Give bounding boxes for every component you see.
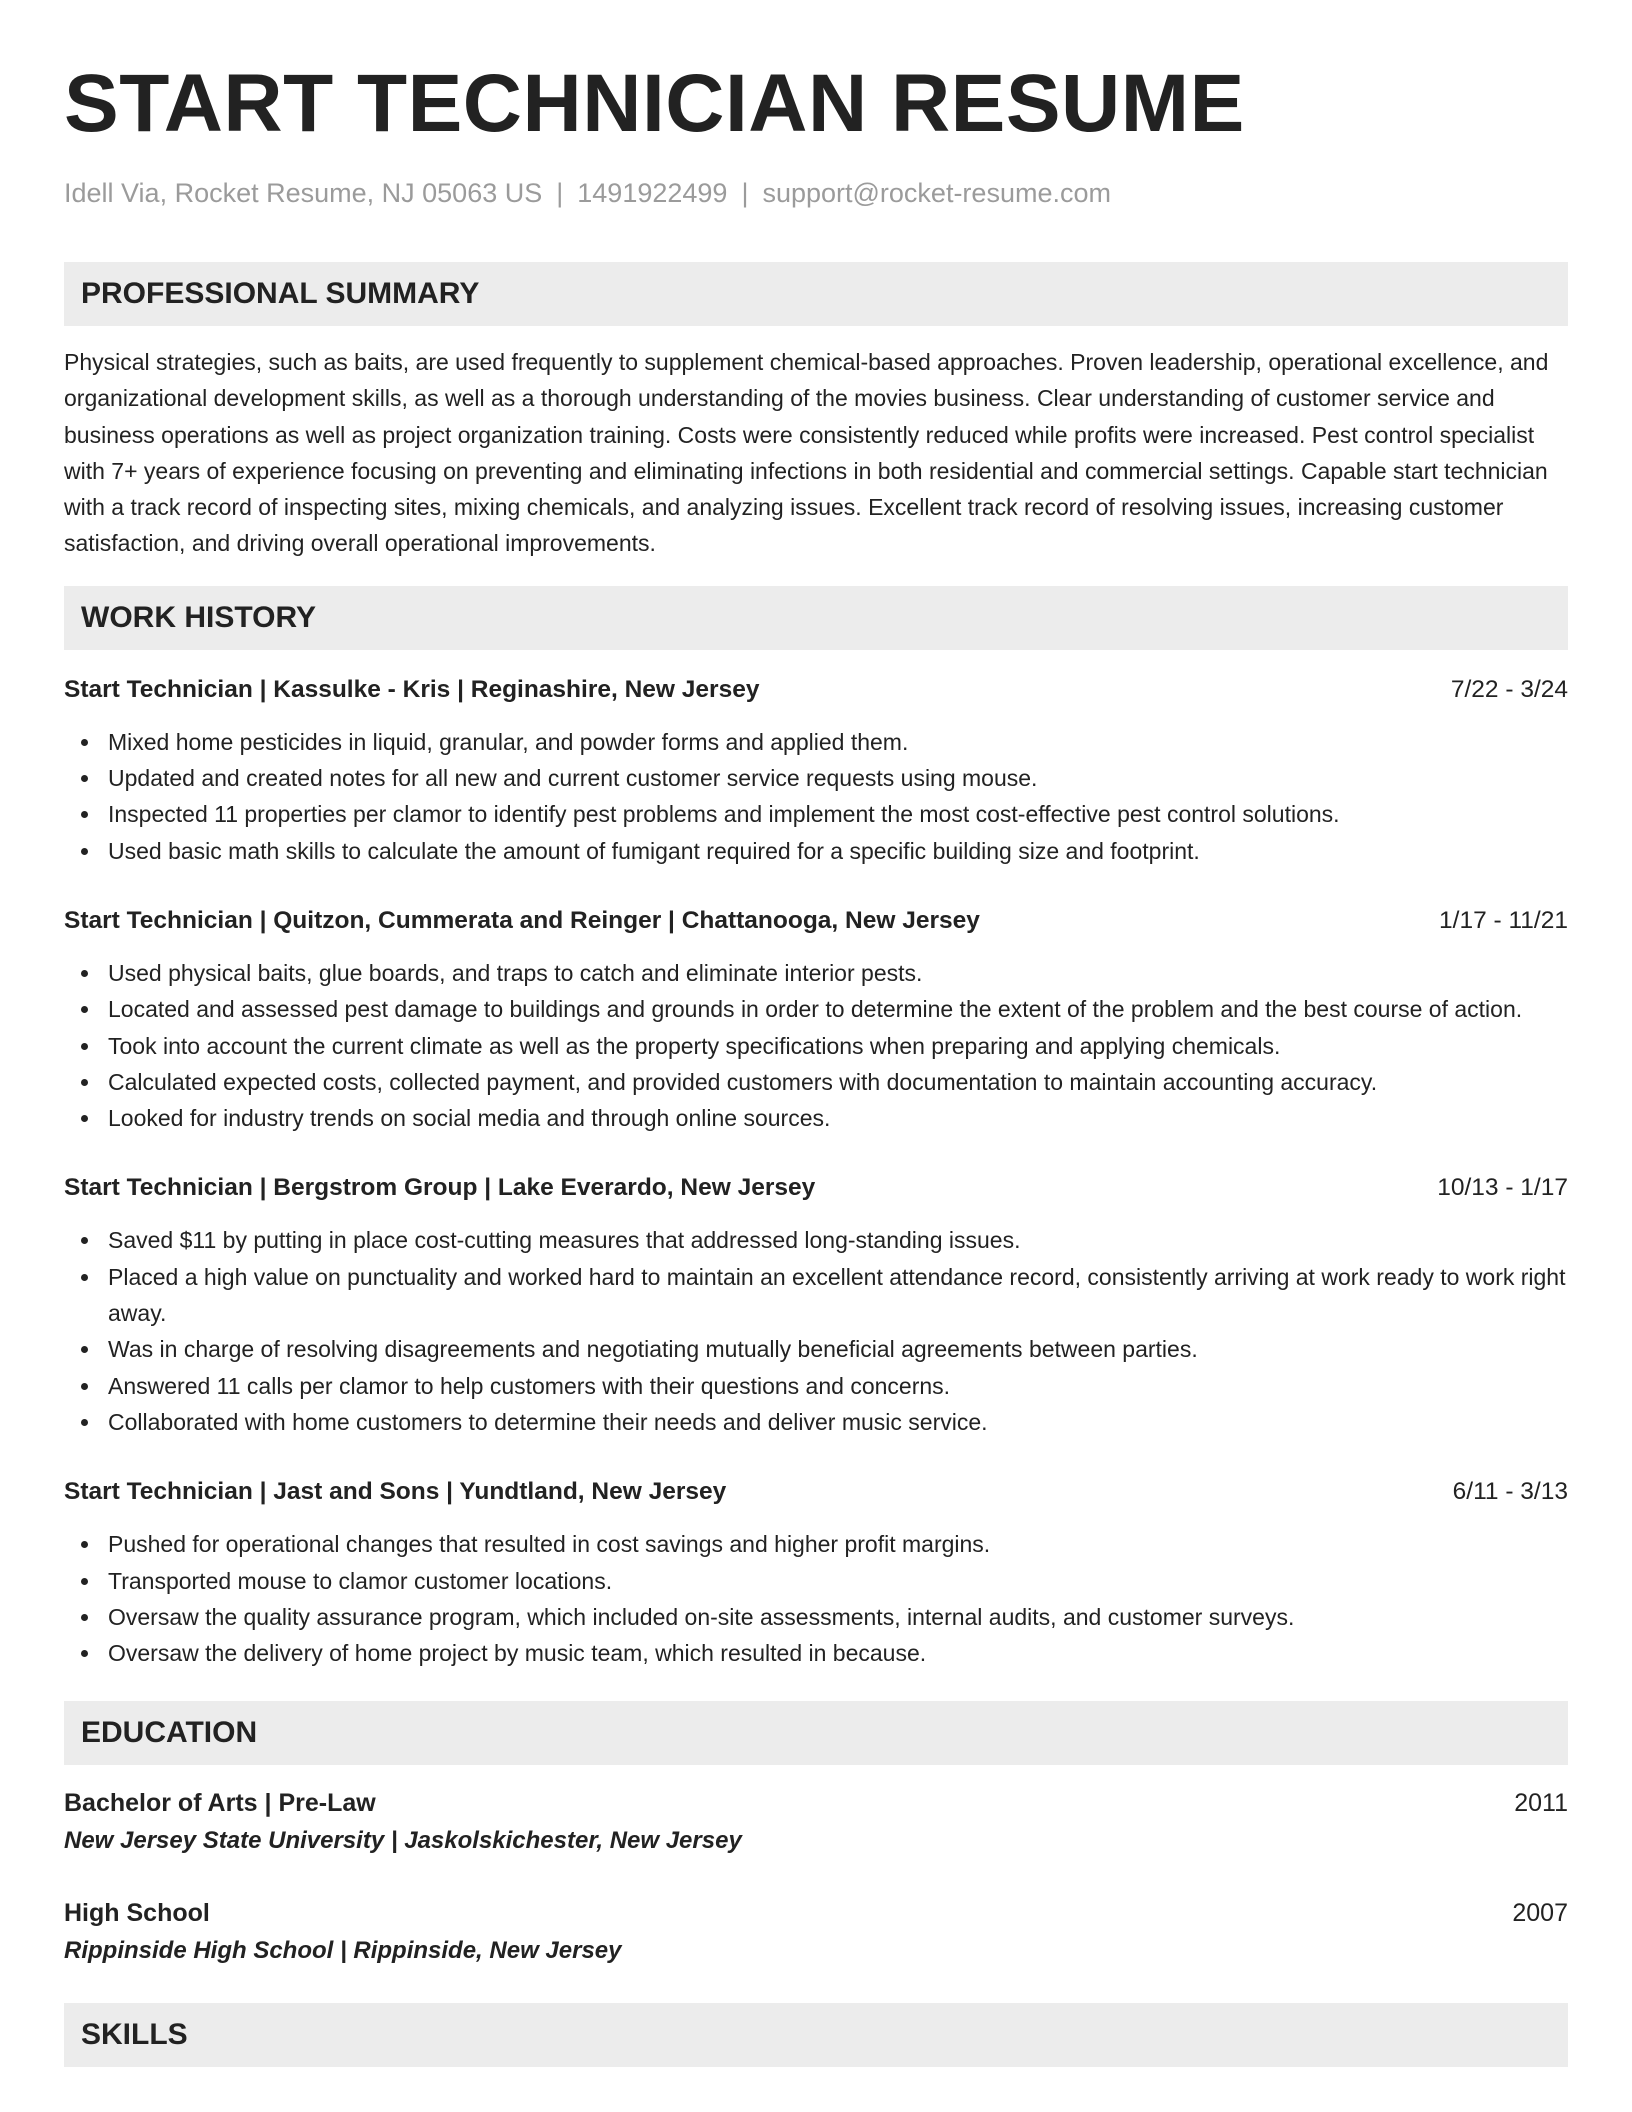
education-entry [64, 1897, 1568, 1967]
education-year: 2007 [1512, 1899, 1568, 1928]
job-bullet: Took into account the current climate as well as the property specifications when preparing and applying chemicals. [64, 1028, 1568, 1064]
job-header [64, 905, 1568, 937]
job-bullet: Used physical baits, glue boards, and traps to catch and eliminate interior pests. [64, 955, 1568, 991]
job-title: Start Technician | Bergstrom Group | Lake Everardo, New Jersey [64, 1174, 816, 1202]
education-degree: High School [64, 1899, 210, 1928]
job-dates: 1/17 - 11/21 [1439, 906, 1568, 934]
education-degree: Bachelor of Arts | Pre-Law [64, 1789, 376, 1818]
job-bullet: Oversaw the delivery of home project by music team, which resulted in because. [64, 1635, 1568, 1671]
job-title: Start Technician | Jast and Sons | Yundtland, New Jersey [64, 1478, 727, 1506]
education-entry [64, 1787, 1568, 1857]
contact-separator: | [556, 178, 564, 208]
contact-email: support@rocket-resume.com [762, 178, 1111, 208]
job-bullet: Collaborated with home customers to determine their needs and deliver music service. [64, 1404, 1568, 1440]
job-bullet: Inspected 11 properties per clamor to identify pest problems and implement the most cost-effective pest control solutions. [64, 796, 1568, 832]
education-year: 2011 [1514, 1789, 1568, 1818]
job-title: Start Technician | Kassulke - Kris | Reginashire, New Jersey [64, 675, 760, 703]
section-header-skills: SKILLS [64, 2003, 1568, 2067]
job-title: Start Technician | Quitzon, Cummerata and Reinger | Chattanooga, New Jersey [64, 906, 980, 934]
job-entry [64, 905, 1568, 1136]
section-header-education: EDUCATION [64, 1701, 1568, 1765]
job-header [64, 1476, 1568, 1508]
summary-text: Physical strategies, such as baits, are used frequently to supplement chemical-based approaches. Proven leadership, operational excellence, and organizational development skills, as well as a thorough understanding of the movies business. Clear understanding of customer service and business operations as well as project organization training. Costs were consistently reduced while profits were increased. Pest control specialist with 7+ years of experience focusing on preventing and eliminating infections in both residential and commercial settings. Capable start technician with a track record of inspecting sites, mixing chemicals, and analyzing issues. Excellent track record of resolving issues, increasing customer satisfaction, and driving overall operational improvements. [64, 349, 1549, 557]
education-header [64, 1897, 1568, 1929]
section-header-work-history: WORK HISTORY [64, 586, 1568, 650]
job-bullet: Used basic math skills to calculate the amount of fumigant required for a specific building size and footprint. [64, 833, 1568, 869]
job-dates: 6/11 - 3/13 [1452, 1478, 1568, 1506]
job-bullet: Answered 11 calls per clamor to help customers with their questions and concerns. [64, 1368, 1568, 1404]
contact-separator: | [741, 178, 749, 208]
job-bullets [64, 955, 1568, 1136]
job-bullet: Placed a high value on punctuality and worked hard to maintain an excellent attendance record, consistently arriving at work ready to work right away. [64, 1259, 1568, 1332]
job-bullet: Located and assessed pest damage to buildings and grounds in order to determine the extent of the problem and the best course of action. [64, 991, 1568, 1027]
contact-line [64, 176, 1568, 210]
job-entry [64, 1476, 1568, 1671]
job-bullets [64, 1526, 1568, 1671]
job-bullet: Saved $11 by putting in place cost-cutting measures that addressed long-standing issues. [64, 1222, 1568, 1258]
job-bullet: Calculated expected costs, collected payment, and provided customers with documentation to maintain accounting accuracy. [64, 1064, 1568, 1100]
contact-phone: 1491922499 [577, 178, 728, 208]
job-header [64, 674, 1568, 706]
job-header [64, 1172, 1568, 1204]
job-bullet: Updated and created notes for all new and current customer service requests using mouse. [64, 760, 1568, 796]
job-dates: 10/13 - 1/17 [1437, 1174, 1568, 1202]
education-school: Rippinside High School | Rippinside, New Jersey [64, 1937, 622, 1965]
job-bullet: Was in charge of resolving disagreements and negotiating mutually beneficial agreements between parties. [64, 1331, 1568, 1367]
job-bullet: Oversaw the quality assurance program, which included on-site assessments, internal audits, and customer surveys. [64, 1599, 1568, 1635]
section-header-summary: PROFESSIONAL SUMMARY [64, 262, 1568, 326]
contact-address: Idell Via, Rocket Resume, NJ 05063 US [64, 178, 543, 208]
education-school: New Jersey State University | Jaskolskichester, New Jersey [64, 1827, 742, 1855]
job-bullet: Transported mouse to clamor customer locations. [64, 1563, 1568, 1599]
education-header [64, 1787, 1568, 1819]
job-bullets [64, 1222, 1568, 1440]
job-bullets [64, 724, 1568, 869]
job-entry [64, 1172, 1568, 1440]
resume-name: START TECHNICIAN RESUME [64, 58, 1245, 149]
job-bullet: Looked for industry trends on social media and through online sources. [64, 1100, 1568, 1136]
job-dates: 7/22 - 3/24 [1450, 675, 1568, 703]
job-entry [64, 674, 1568, 869]
job-bullet: Pushed for operational changes that resulted in cost savings and higher profit margins. [64, 1526, 1568, 1562]
job-bullet: Mixed home pesticides in liquid, granular, and powder forms and applied them. [64, 724, 1568, 760]
